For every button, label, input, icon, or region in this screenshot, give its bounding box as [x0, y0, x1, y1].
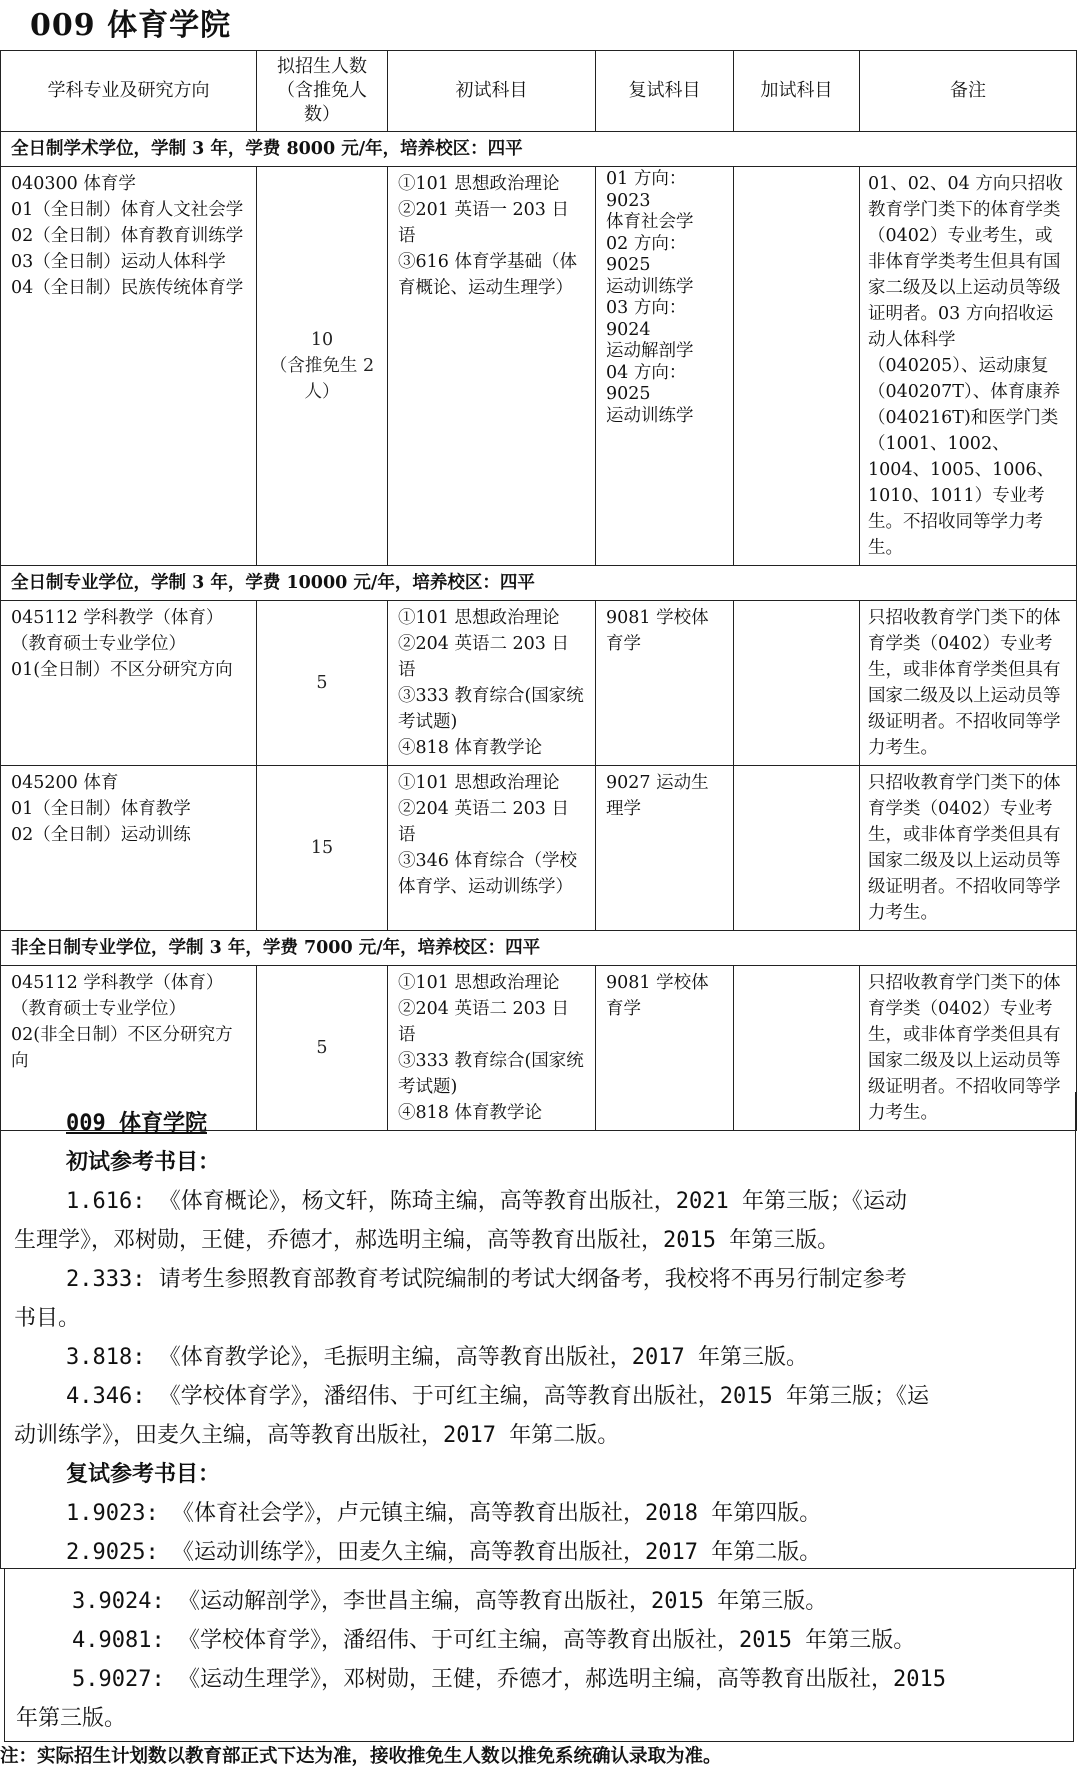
retest-cell: 9027 运动生理学 [596, 766, 734, 931]
extra-cell [734, 601, 860, 766]
ref-line: 4.9081: 《学校体育学》，潘绍伟、于可红主编，高等教育出版社，2015 年第三版。 [72, 1628, 916, 1653]
extra-cell [734, 167, 860, 566]
header-initial: 初试科目 [388, 51, 596, 132]
ref-line: 年第三版。 [16, 1706, 127, 1731]
section-heading: 全日制专业学位，学制 3 年，学费 10000 元/年，培养校区：四平 [1, 566, 1077, 601]
ref-initial-title: 初试参考书目： [66, 1150, 221, 1175]
ref-line: 5.9027: 《运动生理学》，邓树勋，王健，乔德才，郝选明主编，高等教育出版社，2015 [72, 1667, 946, 1692]
ref-line: 1.616: 《体育概论》，杨文轩，陈琦主编，高等教育出版社，2021 年第三版；《运动 [66, 1189, 907, 1214]
table-row [1, 766, 1077, 931]
remark-cell: 只招收教育学门类下的体育学类（0402）专业考生，或非体育学类但具有国家二级及以上运动员等级证明者。不招收同等学力考生。 [860, 966, 1077, 1131]
header-extra: 加试科目 [734, 51, 860, 132]
header-remark: 备注 [860, 51, 1077, 132]
major-cell: 040300 体育学 01（全日制）体育人文社会学 02（全日制）体育教育训练学 03（全日制）运动人体科学 04（全日制）民族传统体育学 [1, 167, 257, 566]
ref-line: 1.9023: 《体育社会学》，卢元镇主编，高等教育出版社，2018 年第四版。 [66, 1501, 822, 1526]
section-heading: 非全日制专业学位，学制 3 年，学费 7000 元/年，培养校区：四平 [1, 931, 1077, 966]
ref-retest-title: 复试参考书目： [66, 1462, 221, 1487]
ref-line: 2.9025: 《运动训练学》，田麦久主编，高等教育出版社，2017 年第二版。 [66, 1540, 822, 1565]
retest-cell: 01 方向：9023 体育社会学 02 方向：9025 运动训练学 03 方向：9024 运动解剖学 04 方向：9025 运动训练学 [596, 167, 734, 566]
major-cell: 045112 学科教学（体育） （教育硕士专业学位） 01(全日制）不区分研究方向 [1, 601, 257, 766]
ref-line: 2.333: 请考生参照教育部教育考试院编制的考试大纲备考，我校将不再另行制定参考 [66, 1267, 907, 1292]
extra-cell [734, 766, 860, 931]
initial-cell: ①101 思想政治理论 ②204 英语二 203 日语 ③333 教育综合(国家统考试题) ④818 体育教学论 [388, 601, 596, 766]
count-cell: 10 （含推免生 2 人） [257, 167, 388, 566]
major-cell: 045200 体育 01（全日制）体育教学 02（全日制）运动训练 [1, 766, 257, 931]
ref-line: 书目。 [14, 1306, 81, 1331]
ref-line: 生理学》，邓树勋，王健，乔德才，郝选明主编，高等教育出版社，2015 年第三版。 [14, 1228, 840, 1253]
header-major: 学科专业及研究方向 [1, 51, 257, 132]
initial-cell: ①101 思想政治理论 ②204 英语二 203 日语 ③346 体育综合（学校体育学、运动训练学） [388, 766, 596, 931]
ref-line: 3.9024: 《运动解剖学》，李世昌主编，高等教育出版社，2015 年第三版。 [72, 1589, 828, 1614]
retest-cell: 9081 学校体育学 [596, 966, 734, 1131]
remark-cell: 只招收教育学门类下的体育学类（0402）专业考生，或非体育学类但具有国家二级及以上运动员等级证明者。不招收同等学力考生。 [860, 601, 1077, 766]
table-row [1, 167, 1077, 566]
ref-college-title: 009 体育学院 [66, 1111, 207, 1136]
admissions-table [0, 50, 1077, 1131]
remark-cell: 01、02、04 方向只招收教育学门类下的体育学类（0402）专业考生，或非体育学类考生但具有国家二级及以上运动员等级证明者。03 方向招收运动人体科学（040205）、运动康复（040207T）、体育康养（040216T)和医学门类（1001、1002、1004、1005、1006、1010、1011）专业考生。不招收同等学力考生。 [860, 167, 1077, 566]
retest-cell: 9081 学校体育学 [596, 601, 734, 766]
header-retest: 复试科目 [596, 51, 734, 132]
count-cell: 15 [257, 766, 388, 931]
header-count: 拟招生人数 （含推免人数） [257, 51, 388, 132]
ref-line: 4.346: 《学校体育学》，潘绍伟、于可红主编，高等教育出版社，2015 年第三版；《运 [66, 1384, 929, 1409]
ref-line: 3.818: 《体育教学论》，毛振明主编，高等教育出版社，2017 年第三版。 [66, 1345, 808, 1370]
ref-line: 动训练学》，田麦久主编，高等教育出版社，2017 年第二版。 [14, 1423, 620, 1448]
footnote: 注：实际招生计划数以教育部正式下达为准，接收推免生人数以推免系统确认录取为准。 [0, 1746, 722, 1767]
initial-cell: ①101 思想政治理论 ②201 英语一 203 日语 ③616 体育学基础（体育概论、运动生理学） [388, 167, 596, 566]
table-header-row [1, 51, 1077, 132]
count-cell: 5 [257, 601, 388, 766]
initial-cell: ①101 思想政治理论 ②204 英语二 203 日语 ③333 教育综合(国家统考试题) ④818 体育教学论 [388, 966, 596, 1131]
section-heading: 全日制学术学位，学制 3 年，学费 8000 元/年，培养校区：四平 [1, 132, 1077, 167]
page-title: 009 体育学院 [30, 8, 232, 43]
major-cell: 045112 学科教学（体育） （教育硕士专业学位） 02(非全日制）不区分研究方向 [1, 966, 257, 1131]
remark-cell: 只招收教育学门类下的体育学类（0402）专业考生，或非体育学类但具有国家二级及以上运动员等级证明者。不招收同等学力考生。 [860, 766, 1077, 931]
count-cell: 5 [257, 966, 388, 1131]
table-row [1, 601, 1077, 766]
